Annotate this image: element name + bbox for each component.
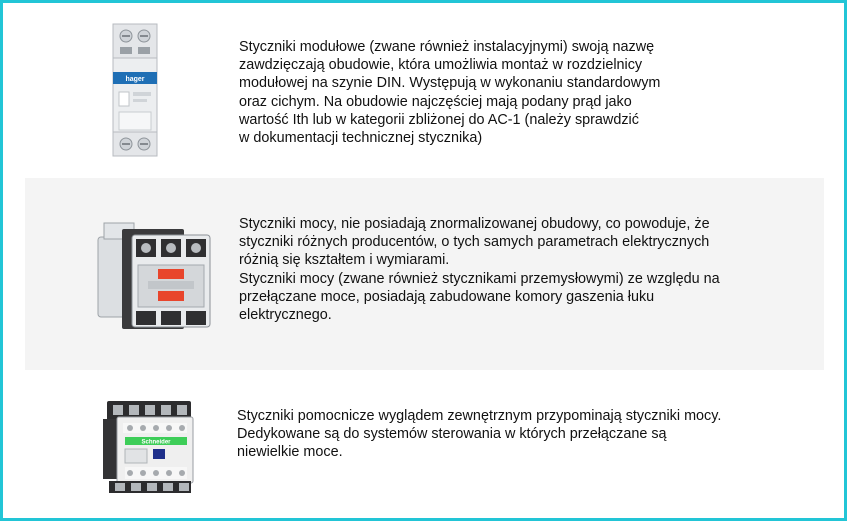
text-line: zawdzięczają obudowie, która umożliwia montaż w rozdzielnicy [239,57,643,74]
text-line: oraz cichym. Na obudowie najczęściej mają podany prąd jako [239,93,632,110]
power-contactor-icon [92,215,217,340]
text-line: różnią się kształtem i wymiarami. [239,252,450,269]
text-line: styczniki różnych producentów, o tych samych parametrach elektrycznych [239,234,710,251]
auxiliary-contactor-icon [99,393,199,503]
text-line: Styczniki modułowe (zwane również instalacyjnymi) swoją nazwę [239,39,655,55]
text-line: Styczniki pomocnicze wyglądem zewnętrznym przypominają styczniki mocy. [237,408,722,424]
text-line: Styczniki mocy (zwane również stycznikami przemysłowymi) ze względu na [239,270,720,287]
text-line: Dedykowane są do systemów sterowania w których przełączane są [237,426,667,443]
modular-contactor-icon [105,20,165,160]
text-line: wartość Ith lub w kategorii zbliżonej do AC-1 (należy sprawdzić [239,111,639,128]
text-line: Styczniki mocy, nie posiadają znormalizowanej obudowy, co powoduje, że [239,216,710,232]
text-line: niewielkie moce. [237,444,343,461]
modular-contactor-description [239,38,660,147]
schneider-logo: Schneider [141,439,171,446]
text-line: elektrycznego. [239,307,332,324]
contactor-row-power [25,178,824,370]
hager-logo: hager [125,76,145,83]
text-line: przełączane moce, posiadają zabudowane komory gaszenia łuku [239,288,655,305]
text-line: w dokumentacji technicznej stycznika) [239,130,483,147]
text-line: modułowej na szynie DIN. Występują w wykonaniu standardowym [239,75,661,92]
contactor-row-auxiliary [25,375,824,521]
power-contactor-description [239,215,720,324]
contactor-row-modular [25,3,824,175]
auxiliary-contactor-description [237,407,721,462]
